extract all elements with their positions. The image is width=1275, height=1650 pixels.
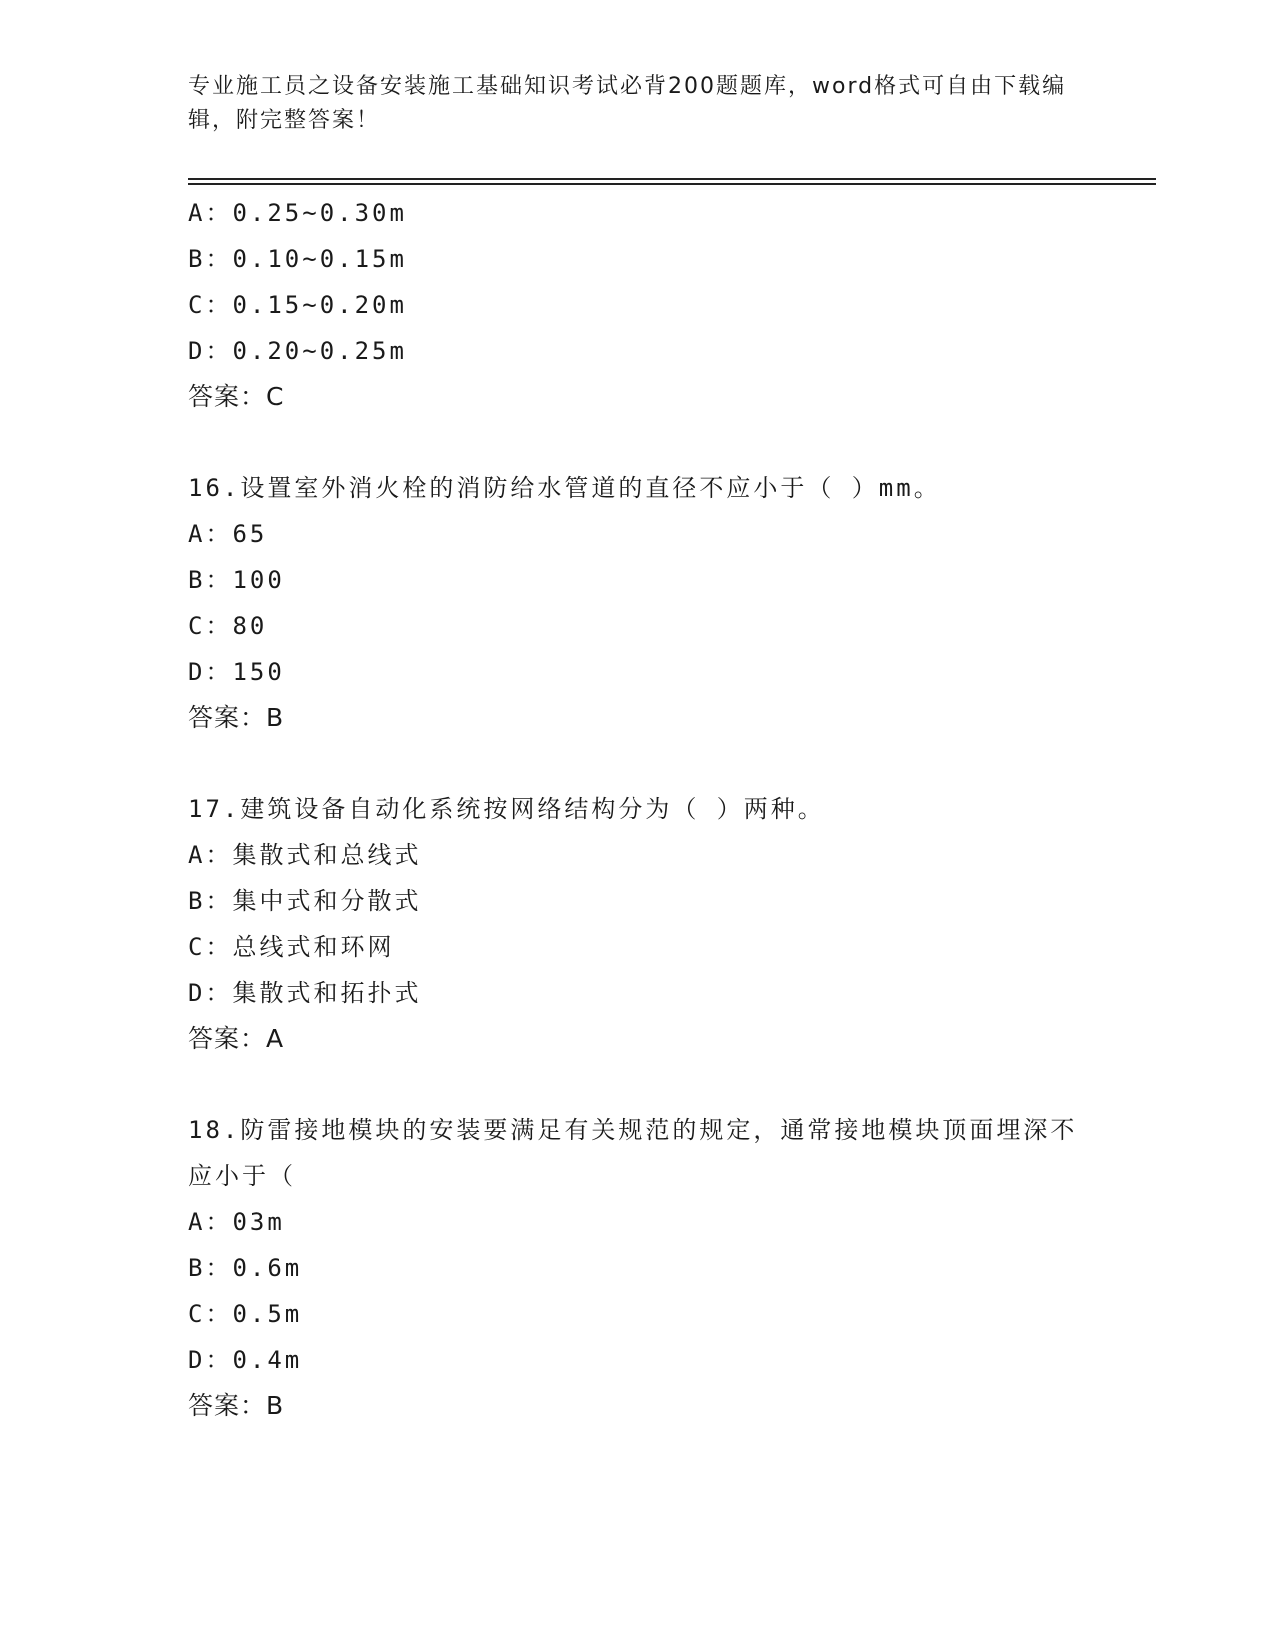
option-c: C：80 — [188, 612, 268, 640]
answer-label: 答案： — [188, 1391, 267, 1420]
answer-line — [188, 1383, 1156, 1429]
question-18 — [188, 1107, 1156, 1429]
answer-label: 答案： — [188, 1024, 267, 1053]
question-15-continued — [188, 190, 1156, 420]
header-divider-secondary — [188, 183, 1156, 185]
option-a: A：集散式和总线式 — [188, 841, 422, 869]
option-c: C：0.15~0.20m — [188, 291, 407, 319]
option-c: C：总线式和环网 — [188, 933, 395, 961]
option-a: A：03m — [188, 1208, 285, 1236]
question-stem: 16.设置室外消火栓的消防给水管道的直径不应小于（ ）mm。 — [188, 474, 941, 502]
answer-line — [188, 1016, 1156, 1062]
option-b: B：0.10~0.15m — [188, 245, 407, 273]
question-stem: 18.防雷接地模块的安装要满足有关规范的规定，通常接地模块顶面埋深不应小于（ — [188, 1116, 1078, 1190]
option-d: D：150 — [188, 658, 285, 686]
option-a: A：0.25~0.30m — [188, 199, 407, 227]
answer-value: B — [266, 1391, 285, 1420]
option-a: A：65 — [188, 520, 268, 548]
question-stem: 17.建筑设备自动化系统按网络结构分为（ ）两种。 — [188, 795, 825, 823]
header-divider — [188, 178, 1156, 180]
answer-line — [188, 374, 1156, 420]
question-16 — [188, 465, 1156, 741]
option-d: D：集散式和拓扑式 — [188, 979, 422, 1007]
answer-value: B — [266, 703, 285, 732]
answer-label: 答案： — [188, 703, 267, 732]
document-header: 专业施工员之设备安装施工基础知识考试必背200题题库，word格式可自由下载编辑，附完整答案！ — [188, 74, 1067, 133]
option-b: B：100 — [188, 566, 285, 594]
answer-value: C — [266, 382, 285, 411]
option-d: D：0.4m — [188, 1346, 303, 1374]
option-c: C：0.5m — [188, 1300, 303, 1328]
answer-line — [188, 695, 1156, 741]
question-17 — [188, 786, 1156, 1062]
question-list — [188, 190, 1156, 1429]
option-b: B：集中式和分散式 — [188, 887, 422, 915]
option-d: D：0.20~0.25m — [188, 337, 407, 365]
answer-value: A — [266, 1024, 285, 1053]
answer-label: 答案： — [188, 382, 267, 411]
option-b: B：0.6m — [188, 1254, 303, 1282]
